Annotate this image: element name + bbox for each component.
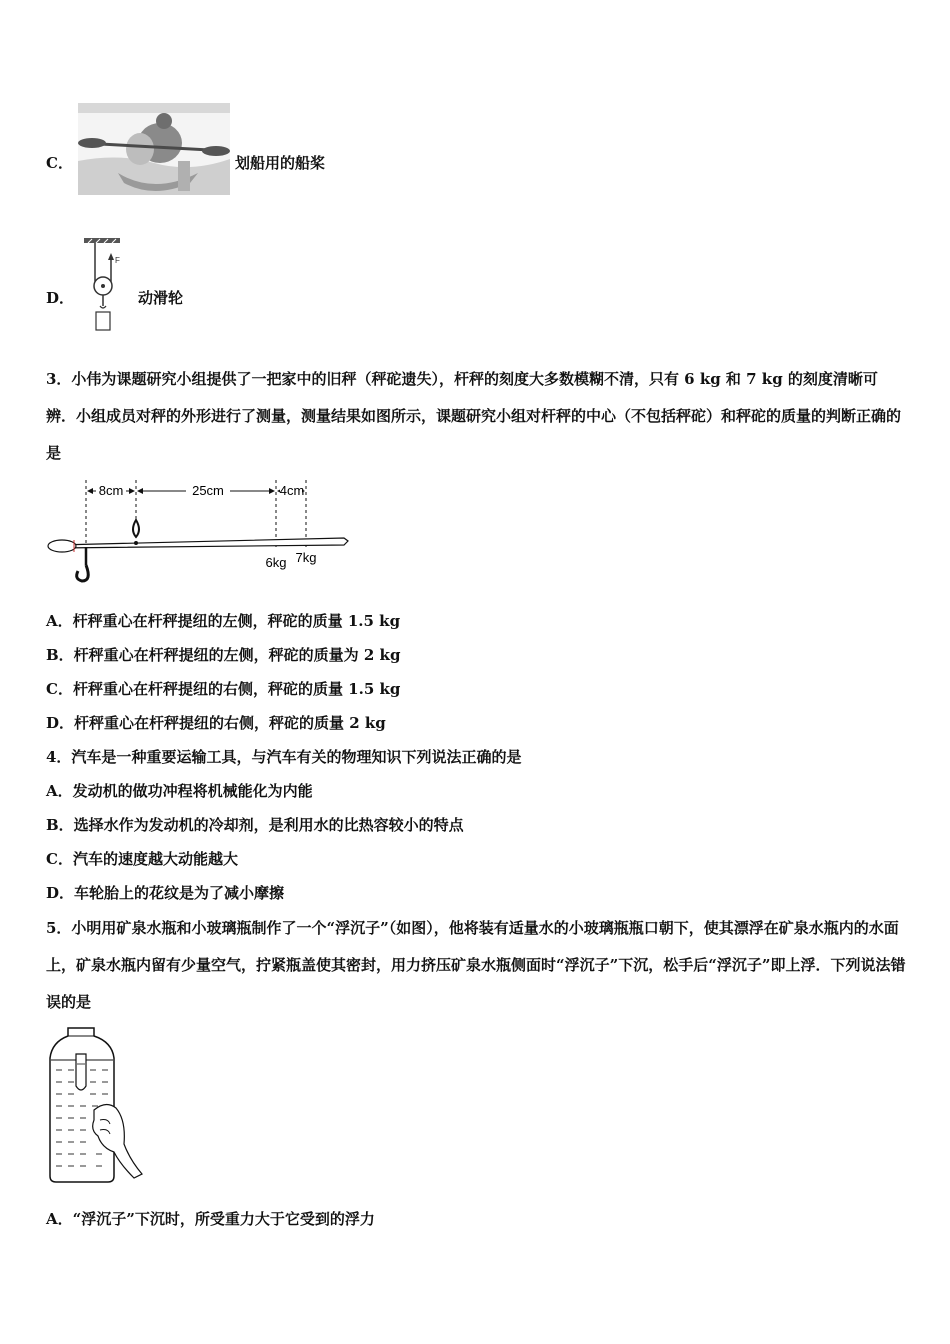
mark-7kg-label: 7kg [295, 550, 317, 565]
q4-stem: 4．汽车是一种重要运输工具，与汽车有关的物理知识下列说法正确的是 [46, 748, 522, 766]
mark-6kg-label: 6kg [265, 555, 287, 570]
q3-stem: 3．小伟为课题研究小组提供了一把家中的旧秤（秤砣遗失），杆秤的刻度大多数模糊不清，只有 6 kg 和 7 kg 的刻度清晰可辨．小组成员对秤的外形进行了测量，测量结果如图所示，课题研究小组对杆秤的中心（不包括秤砣）和秤砣的质量的判断正确的是 [46, 370, 902, 462]
dim-25cm-label: 25cm [192, 483, 224, 498]
svg-text:F: F [115, 256, 120, 265]
dim-8cm-label: 8cm [98, 483, 124, 498]
q5-option-a: A．“浮沉子”下沉时，所受重力大于它受到的浮力 [46, 1210, 375, 1228]
cartesian-diver-diagram [46, 1024, 146, 1186]
q4-option-c: C．汽车的速度越大动能越大 [46, 850, 238, 868]
q3-option-b: B．杆秤重心在杆秤提纽的左侧，秤砣的质量为 2 kg [46, 646, 401, 664]
q4-option-b: B．选择水作为发动机的冷却剂，是利用水的比热容较小的特点 [46, 816, 464, 834]
steelyard-diagram [44, 475, 354, 590]
q4-option-d: D．车轮胎上的花纹是为了减小摩擦 [46, 884, 285, 902]
option-d-letter: D． [46, 289, 75, 307]
q5-stem: 5．小明用矿泉水瓶和小玻璃瓶制作了一个“浮沉子”（如图），他将装有适量水的小玻璃瓶瓶口朝下，使其漂浮在矿泉水瓶内的水面上，矿泉水瓶内留有少量空气，拧紧瓶盖使其密封，用力挤压矿泉水瓶侧面时“浮沉子”下沉，松手后“浮沉子”即上浮．下列说法错误的是 [46, 919, 906, 1011]
q4-option-a: A．发动机的做功冲程将机械能化为内能 [46, 782, 313, 800]
q3-option-c: C．杆秤重心在杆秤提纽的右侧，秤砣的质量 1.5 kg [46, 680, 401, 698]
q3-option-a: A．杆秤重心在杆秤提纽的左侧，秤砣的质量 1.5 kg [46, 612, 401, 630]
option-d-caption: 动滑轮 [138, 289, 184, 307]
rowing-photo [78, 103, 230, 195]
q3-option-d: D．杆秤重心在杆秤提纽的右侧，秤砣的质量 2 kg [46, 714, 386, 732]
dim-4cm-label: 4cm [279, 483, 305, 498]
option-c-caption: 划船用的船桨 [235, 154, 326, 172]
movable-pulley-diagram [80, 236, 132, 334]
option-c-letter: C． [46, 154, 73, 172]
